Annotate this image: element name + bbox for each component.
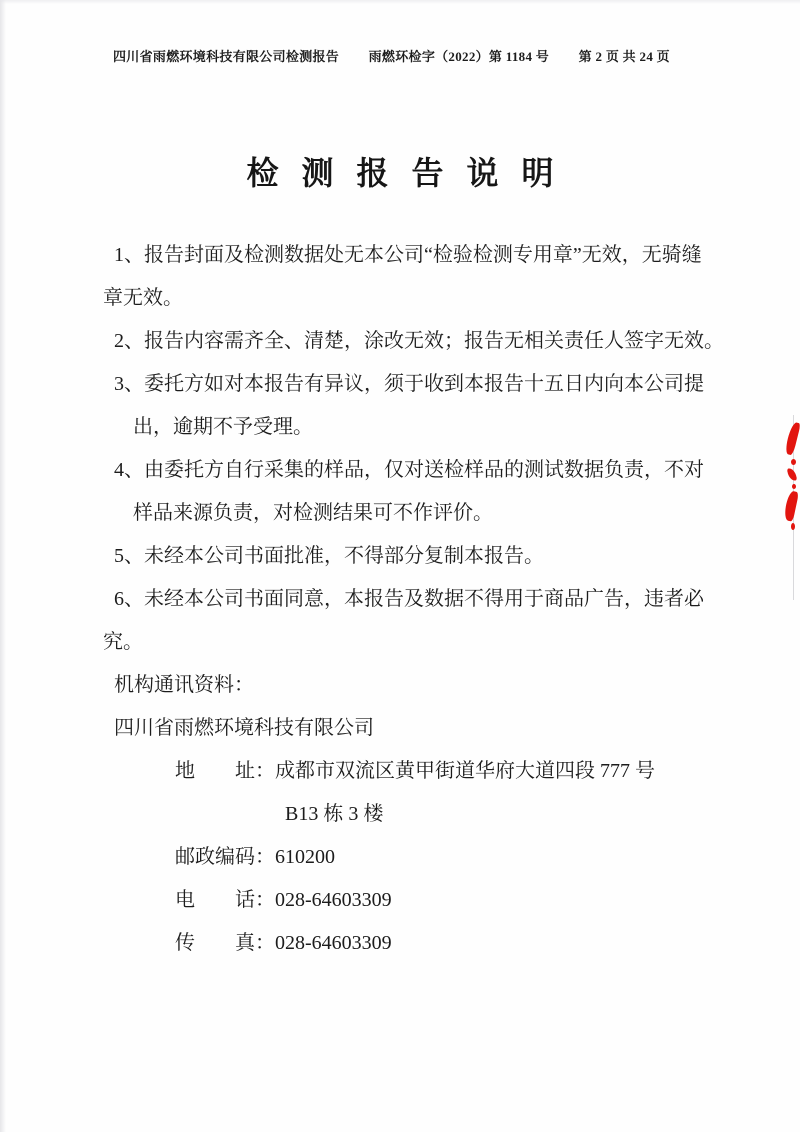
page-header [113,46,670,65]
address-label: 地 址： [175,760,275,782]
document-title-text: 检测报告说明 [246,155,577,191]
header-report-title: 四川省雨燃环境科技有限公司检测报告 [113,49,340,64]
fax-label: 传 真： [175,932,275,954]
note-6-line-2: 究。 [103,631,143,653]
postal-label: 邮政编码： [175,846,275,868]
note-5-line-1: 5、未经本公司书面批准，不得部分复制本报告。 [114,545,544,567]
note-6-line-1: 6、未经本公司书面同意，本报告及数据不得用于商品广告，违者必 [114,588,704,610]
header-page-indicator: 第 2 页 共 24 页 [578,49,670,64]
note-2-line-1: 2、报告内容需齐全、清楚，涂改无效；报告无相关责任人签字无效。 [114,330,724,352]
document-title [0,148,800,194]
contact-postal-row [175,836,800,879]
stamp-fragment-2 [791,459,796,465]
note-1-line-1: 1、报告封面及检测数据处无本公司“检验检测专用章”无效，无骑缝 [114,244,702,266]
note-3-line-2: 出，逾期不予受理。 [133,416,313,438]
stamp-fragment-4 [792,484,796,489]
scan-edge-top [0,0,800,4]
contact-company: 四川省雨燃环境科技有限公司 [114,717,374,739]
phone-value: 028-64603309 [275,889,392,911]
header-report-number: 雨燃环检字（2022）第 1184 号 [368,49,550,64]
document-body [0,234,800,965]
postal-value: 610200 [275,846,335,868]
phone-label: 电 话： [175,889,275,911]
note-4-line-1: 4、由委托方自行采集的样品，仅对送检样品的测试数据负责，不对 [114,459,704,481]
contact-address-line2: B13 栋 3 楼 [285,803,384,825]
address-value: 成都市双流区黄甲街道华府大道四段 777 号 [275,760,655,782]
stamp-fragment-6 [791,523,795,530]
note-1-line-2: 章无效。 [103,287,183,309]
note-4-line-2: 样品来源负责，对检测结果可不作评价。 [133,502,493,524]
note-3-line-1: 3、委托方如对本报告有异议，须于收到本报告十五日内向本公司提 [114,373,704,395]
contact-fax-row [175,922,800,965]
fax-value: 028-64603309 [275,932,392,954]
contact-address-row [175,750,800,793]
contact-phone-row [175,879,800,922]
contact-heading: 机构通讯资料： [114,674,254,696]
